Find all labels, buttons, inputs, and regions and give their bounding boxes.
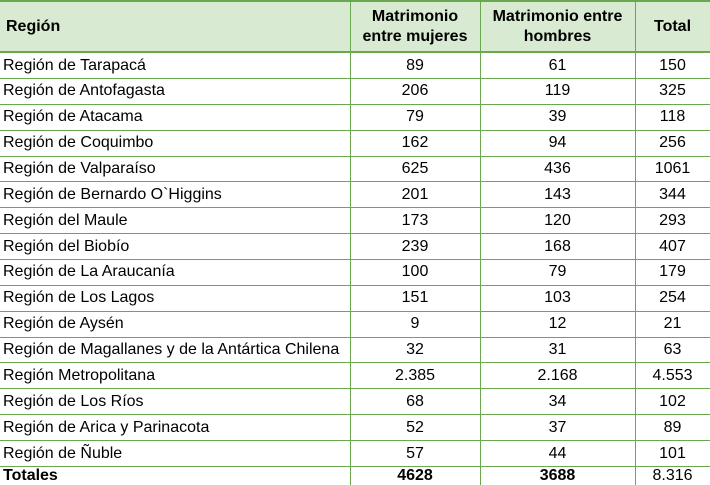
cell-total-value: 179 [635,260,710,286]
column-header-matrimonio-mujeres: Matrimonio entre mujeres [350,1,480,52]
cell-hombres-value: 436 [480,156,635,182]
cell-total-value: 102 [635,389,710,415]
cell-region: Región de Los Ríos [0,389,350,415]
cell-region: Región de Antofagasta [0,79,350,105]
cell-mujeres-value: 79 [350,104,480,130]
cell-total-value: 118 [635,104,710,130]
cell-hombres-value: 94 [480,130,635,156]
table-row [0,79,710,105]
cell-mujeres-value: 9 [350,311,480,337]
cell-region: Región del Biobío [0,234,350,260]
cell-mujeres-value: 239 [350,234,480,260]
cell-total-value: 407 [635,234,710,260]
cell-total-value: 150 [635,52,710,79]
cell-region: Región del Maule [0,208,350,234]
table-row [0,441,710,467]
cell-region: Región de Ñuble [0,441,350,467]
cell-hombres-value: 79 [480,260,635,286]
cell-hombres-value: 44 [480,441,635,467]
cell-total-value: 21 [635,311,710,337]
table-row [0,389,710,415]
cell-mujeres-value: 162 [350,130,480,156]
cell-mujeres-value: 89 [350,52,480,79]
cell-total-value: 344 [635,182,710,208]
table-row [0,52,710,79]
cell-region: Región de Tarapacá [0,52,350,79]
cell-mujeres-value: 201 [350,182,480,208]
cell-hombres-value: 61 [480,52,635,79]
table-body [0,52,710,467]
cell-total-value: 293 [635,208,710,234]
cell-mujeres-value: 2.385 [350,363,480,389]
column-header-region: Región [0,1,350,52]
cell-mujeres-value: 52 [350,415,480,441]
cell-region: Región Metropolitana [0,363,350,389]
totals-hombres-value: 3688 [480,467,635,485]
cell-hombres-value: 2.168 [480,363,635,389]
cell-total-value: 254 [635,285,710,311]
cell-region: Región de Valparaíso [0,156,350,182]
totals-total-value: 8.316 [635,467,710,485]
cell-total-value: 4.553 [635,363,710,389]
cell-total-value: 1061 [635,156,710,182]
cell-hombres-value: 34 [480,389,635,415]
table-row [0,363,710,389]
cell-mujeres-value: 100 [350,260,480,286]
cell-region: Región de Los Lagos [0,285,350,311]
cell-region: Región de La Araucanía [0,260,350,286]
column-header-matrimonio-hombres: Matrimonio entre hombres [480,1,635,52]
cell-region: Región de Bernardo O`Higgins [0,182,350,208]
cell-total-value: 63 [635,337,710,363]
cell-hombres-value: 120 [480,208,635,234]
cell-hombres-value: 12 [480,311,635,337]
cell-hombres-value: 143 [480,182,635,208]
cell-mujeres-value: 68 [350,389,480,415]
table-row [0,260,710,286]
table-row [0,182,710,208]
cell-hombres-value: 39 [480,104,635,130]
cell-hombres-value: 37 [480,415,635,441]
table-row [0,285,710,311]
cell-region: Región de Aysén [0,311,350,337]
cell-hombres-value: 119 [480,79,635,105]
table-row [0,311,710,337]
cell-mujeres-value: 32 [350,337,480,363]
table-row [0,415,710,441]
cell-region: Región de Atacama [0,104,350,130]
cell-mujeres-value: 206 [350,79,480,105]
table-row [0,156,710,182]
cell-total-value: 101 [635,441,710,467]
cell-total-value: 325 [635,79,710,105]
column-header-total: Total [635,1,710,52]
totals-row [0,467,710,485]
table-row [0,208,710,234]
table-row [0,104,710,130]
table-row [0,234,710,260]
cell-hombres-value: 168 [480,234,635,260]
table-row [0,337,710,363]
cell-region: Región de Arica y Parinacota [0,415,350,441]
cell-mujeres-value: 57 [350,441,480,467]
cell-region: Región de Magallanes y de la Antártica Chilena [0,337,350,363]
cell-total-value: 89 [635,415,710,441]
totals-mujeres-value: 4628 [350,467,480,485]
cell-total-value: 256 [635,130,710,156]
totals-label: Totales [0,467,350,485]
cell-mujeres-value: 625 [350,156,480,182]
cell-mujeres-value: 151 [350,285,480,311]
cell-hombres-value: 31 [480,337,635,363]
cell-mujeres-value: 173 [350,208,480,234]
cell-region: Región de Coquimbo [0,130,350,156]
cell-hombres-value: 103 [480,285,635,311]
table-row [0,130,710,156]
header-row [0,1,710,52]
